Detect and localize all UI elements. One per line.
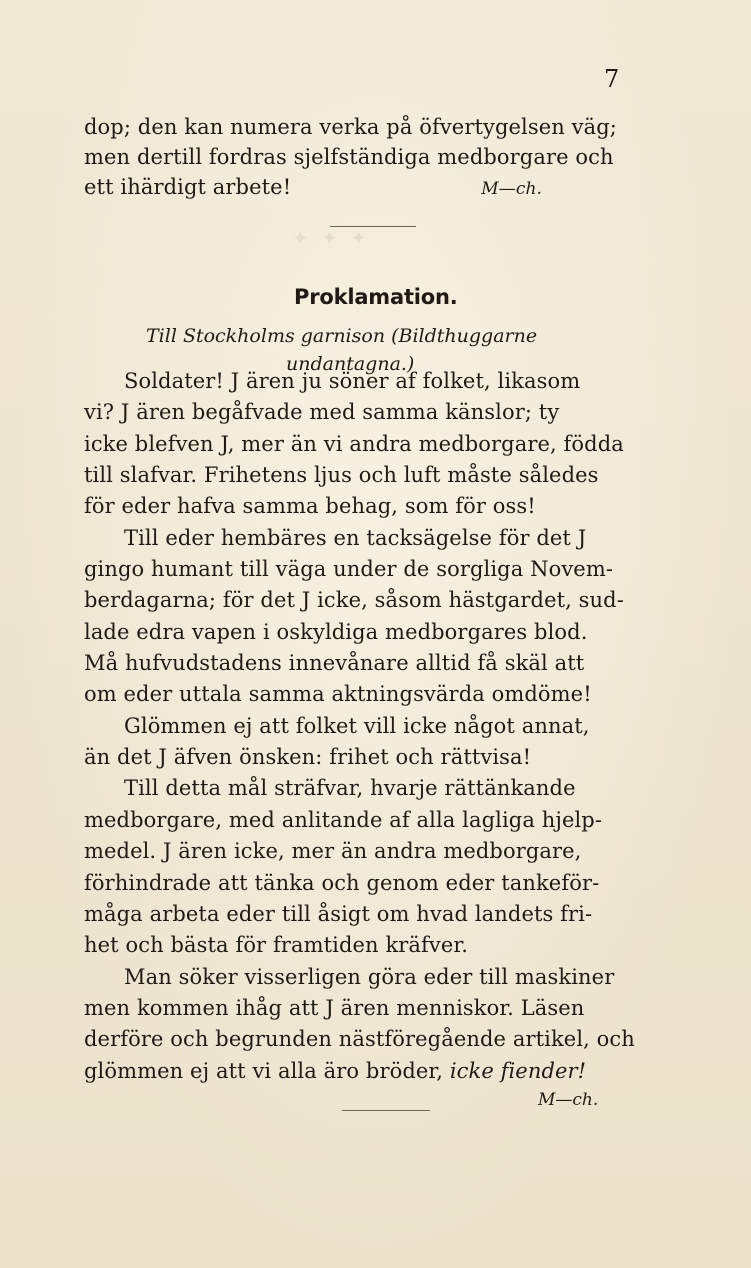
section-divider-bottom [342,1110,430,1111]
subtitle-line: Till Stockholms garnison (Bildthuggarne [146,325,538,347]
text-line: ett ihärdigt arbete! M—ch. [84,175,543,199]
text-line: berdagarna; för det J icke, såsom hästgardet, sud- [84,588,624,613]
text-line: derföre och begrunden nästföregående artikel, och [84,1027,635,1052]
text-line: het och bästa för framtiden kräfver. [84,933,468,958]
text-line: lade edra vapen i oskyldiga medborgares blod. [84,619,588,644]
section-divider-top [330,226,416,227]
text-line: än det J äfven önsken: frihet och rättvisa! [84,745,532,770]
text-line: men kommen ihåg att J ären menniskor. Läsen [84,995,585,1020]
text-line: Till detta mål sträfvar, hvarje rättänkande [124,776,576,801]
subtitle-line: undantagna.) [286,353,415,375]
text-line: men dertill fordras sjelfständiga medborgare och [84,145,614,169]
text-line: förhindrade att tänka och genom eder tankeför- [84,870,600,895]
text-line: Glömmen ej att folket vill icke något annat, [124,713,590,738]
text-line: för eder hafva samma behag, som för oss! [84,494,536,519]
text-line: vi? J ären begåfvade med samma känslor; ty [84,400,560,425]
text-line: till slafvar. Frihetens ljus och luft måste således [84,463,599,488]
text-line: medborgare, med anlitande af alla lagliga hjelp- [84,807,603,832]
closing-emphasis: icke fiender! [449,1058,587,1083]
page-number: 7 [604,65,620,93]
text-line: gingo humant till väga under de sorgliga Novem- [84,557,614,582]
text-line: Till eder hembäres en tacksägelse för det J [124,525,587,550]
text-line: dop; den kan numera verka på öfvertygelsen väg; [84,115,617,139]
text-line: glömmen ej att vi alla äro bröder, icke fiender! [84,1058,587,1083]
text-line: Soldater! J ären ju söner af folket, likasom [124,369,581,393]
bleed-through-ornament: ✦ ✦ ✦ [292,226,370,250]
proclamation-body [84,366,666,1113]
text-line: om eder uttala samma aktningsvärda omdöme! [84,682,592,707]
text-line: Man söker visserligen göra eder till maskiner [124,964,615,989]
text-line: icke blefven J, mer än vi andra medborgare, födda [84,431,624,456]
intro-signature: M—ch. [481,179,543,199]
proclamation-heading: Proklamation. [294,285,458,309]
text-line: måga arbeta eder till åsigt om hvad landets fri- [84,901,593,926]
intro-paragraph [84,112,666,204]
text-line: medel. J ären icke, mer än andra medborgare, [84,839,582,864]
text-line: Må hufvudstadens innevånare alltid få skäl att [84,651,585,676]
proclamation-signature: M—ch. [538,1089,599,1110]
